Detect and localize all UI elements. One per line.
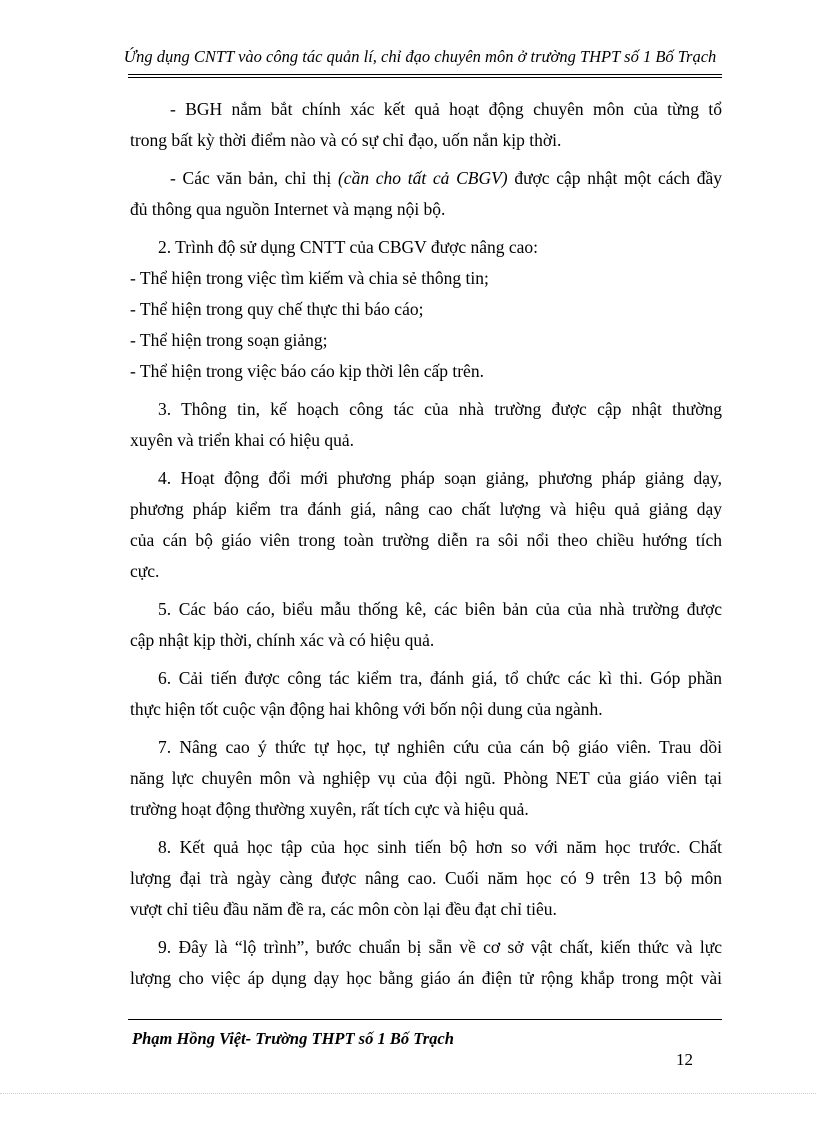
text-line: của cán bộ giáo viên trong toàn trường diễn ra sôi nổi theo chiều hướng tích (130, 530, 722, 550)
text-line: vượt chỉ tiêu đầu năm đề ra, các môn còn lại đều đạt chỉ tiêu. (130, 899, 557, 919)
list-item-heading: 2. Trình độ sử dụng CNTT của CBGV được nâng cao: (158, 237, 539, 257)
page-edge-divider (0, 1093, 816, 1094)
page-number: 12 (676, 1050, 693, 1069)
text-line: 3. Thông tin, kế hoạch công tác của nhà trường được cập nhật thường (158, 399, 722, 419)
bullet-line: - Thể hiện trong quy chế thực thi báo cáo; (130, 299, 424, 319)
text-fragment: được cập nhật một cách đầy (507, 168, 722, 188)
text-line: trường hoạt động thường xuyên, rất tích cực và hiệu quả. (130, 799, 529, 819)
text-line: 4. Hoạt động đổi mới phương pháp soạn giảng, phương pháp giảng dạy, (158, 468, 722, 488)
text-line: 8. Kết quả học tập của học sinh tiến bộ hơn so với năm học trước. Chất (158, 837, 722, 857)
text-line: thực hiện tốt cuộc vận động hai không với bốn nội dung của ngành. (130, 699, 603, 719)
text-line: lượng đại trà ngày càng được nâng cao. Cuối năm học có 9 trên 13 bộ môn (130, 868, 722, 888)
text-line: 6. Cải tiến được công tác kiểm tra, đánh giá, tổ chức các kì thi. Góp phần (158, 668, 722, 688)
text-fragment: - Các văn bản, chỉ thị (170, 168, 338, 188)
text-line: cực. (130, 561, 160, 581)
text-line: lượng cho việc áp dụng dạy học bằng giáo án điện tử rộng khắp trong một vài (130, 968, 722, 988)
text-line: trong bất kỳ thời điểm nào và có sự chỉ đạo, uốn nắn kịp thời. (130, 130, 562, 150)
running-header: Ứng dụng CNTT vào công tác quản lí, chỉ đạo chuyên môn ở trường THPT số 1 Bố Trạch (123, 47, 717, 66)
text-line: xuyên và triển khai có hiệu quả. (130, 430, 355, 450)
text-line: phương pháp kiểm tra đánh giá, nâng cao chất lượng và hiệu quả giảng dạy (130, 499, 722, 519)
text-line: năng lực chuyên môn và nghiệp vụ của đội ngũ. Phòng NET của giáo viên tại (130, 768, 722, 788)
text-line: cập nhật kịp thời, chính xác và có hiệu quả. (130, 630, 435, 650)
text-line: đủ thông qua nguồn Internet và mạng nội bộ. (130, 199, 446, 219)
footer-author: Phạm Hồng Việt- Trường THPT số 1 Bố Trạch (132, 1029, 454, 1048)
header-rule-bottom (128, 77, 722, 78)
footer-rule (128, 1019, 722, 1020)
bullet-line: - Thể hiện trong soạn giảng; (130, 330, 328, 350)
text-line (130, 163, 722, 194)
text-line: - BGH nắm bắt chính xác kết quả hoạt động chuyên môn của từng tổ (170, 99, 722, 119)
bullet-line: - Thể hiện trong việc tìm kiếm và chia sẻ thông tin; (130, 268, 489, 288)
italic-note: (cần cho tất cả CBGV) (337, 168, 508, 188)
text-line: 5. Các báo cáo, biểu mẫu thống kê, các biên bản của của nhà trường được (158, 599, 722, 619)
header-rule-top (128, 74, 722, 75)
body-text (130, 94, 722, 994)
text-line: 9. Đây là “lộ trình”, bước chuẩn bị sẵn về cơ sở vật chất, kiến thức và lực (158, 937, 722, 957)
bullet-line: - Thể hiện trong việc báo cáo kịp thời lên cấp trên. (130, 361, 484, 381)
text-line: 7. Nâng cao ý thức tự học, tự nghiên cứu của cán bộ giáo viên. Trau dồi (158, 737, 722, 757)
